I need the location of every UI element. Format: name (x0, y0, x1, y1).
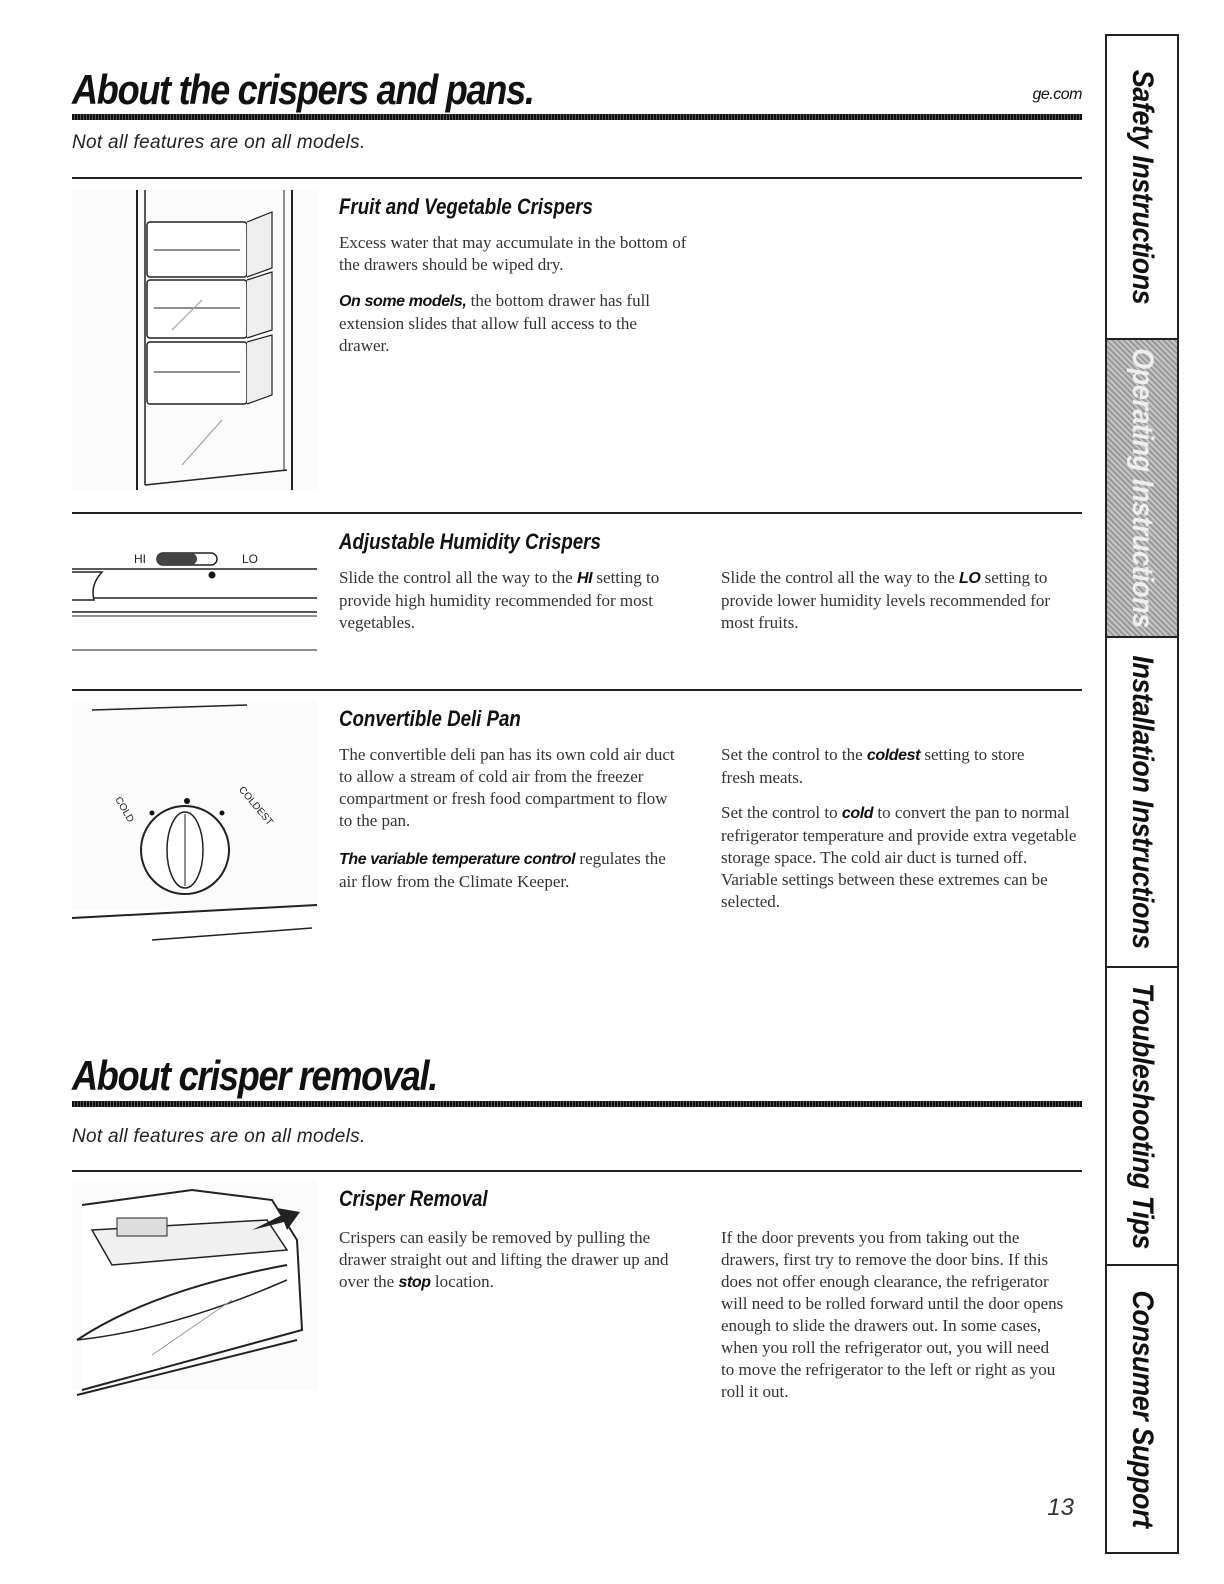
keyword: LO (958, 570, 981, 587)
tab-label: Consumer Support (1126, 1290, 1159, 1528)
page-title: About the crispers and pans. (72, 66, 534, 113)
section-divider (72, 689, 1082, 691)
lo-label: LO (242, 552, 259, 566)
keyword: cold (841, 805, 874, 822)
models-note: Not all features are on all models. (72, 132, 366, 153)
deli-paragraph-1: The convertible deli pan has its own cold air duct to allow a stream of cold air from the freezer compartment or fresh food compartment to flow to the pan. (339, 745, 675, 830)
models-note: Not all features are on all models. (72, 1126, 366, 1147)
humidity-lo-paragraph (721, 567, 1081, 634)
page-number: 13 (1047, 1494, 1074, 1521)
keyword: coldest (866, 747, 921, 764)
section-divider (72, 177, 1082, 179)
section-tabs (1105, 34, 1179, 1554)
deli-pan-control-illustration (72, 700, 317, 950)
keyword: The variable temperature control (339, 851, 576, 868)
tab-installation-instructions[interactable] (1107, 638, 1177, 968)
keyword: stop (398, 1274, 431, 1291)
title-rule (72, 114, 1082, 120)
deli-paragraph-2 (339, 848, 679, 893)
tab-safety-instructions[interactable] (1107, 36, 1177, 340)
tab-label: Operating Instructions (1126, 348, 1159, 628)
crispers-paragraph-2 (339, 290, 679, 357)
crispers-paragraph-1: Excess water that may accumulate in the bottom of the drawers should be wiped dry. (339, 233, 687, 274)
tab-operating-instructions[interactable] (1107, 340, 1177, 638)
section-divider (72, 512, 1082, 514)
humidity-hi-text-2: setting to provide high humidity recommended for most vegetables. (339, 568, 660, 632)
tab-troubleshooting-tips[interactable] (1107, 968, 1177, 1266)
deli-cold-text-2: to convert the pan to normal refrigerator temperature and provide extra vegetable storage space. The cold air duct is turned off. Variable settings between these extremes can be selected. (721, 803, 1077, 911)
deli-paragraph-2-text: regulates the air flow from the Climate Keeper. (339, 849, 666, 891)
keyword: HI (576, 570, 593, 587)
site-url: ge.com (1032, 86, 1082, 103)
section-divider (72, 1170, 1082, 1172)
tab-label: Troubleshooting Tips (1126, 982, 1159, 1250)
deli-heading: Convertible Deli Pan (339, 706, 521, 731)
coldest-label: COLDEST (236, 784, 275, 828)
humidity-lo-text-1: Slide the control all the way to the (721, 568, 959, 587)
crisper-removal-illustration (72, 1180, 317, 1405)
crispers-paragraph-2-text: the bottom drawer has full extension slides that allow full access to the drawer. (339, 291, 651, 355)
tab-label: Installation Instructions (1126, 655, 1159, 949)
hi-label: HI (134, 552, 146, 566)
tab-consumer-support[interactable] (1107, 1266, 1177, 1552)
removal-heading: Crisper Removal (339, 1186, 488, 1211)
humidity-hi-text-1: Slide the control all the way to the (339, 568, 577, 587)
deli-coldest-paragraph (721, 744, 1061, 789)
keyword: On some models, (339, 293, 467, 310)
section-title: About crisper removal. (72, 1052, 438, 1099)
cold-label: COLD (112, 794, 136, 825)
crisper-drawers-illustration (72, 190, 317, 490)
humidity-hi-paragraph (339, 567, 704, 634)
humidity-heading: Adjustable Humidity Crispers (339, 529, 601, 554)
title-rule (72, 1101, 1082, 1107)
removal-right-paragraph: If the door prevents you from taking out the drawers, first try to remove the door bins. If this does not offer enough clearance, the refrigerator will need to be rolled forward until the door opens enough to slide the drawers out. In some cases, when you roll the refrigerator out, you will need to move the refrigerator to the left or right as you roll it out. (721, 1228, 1064, 1401)
humidity-lo-text-2: setting to provide lower humidity levels recommended for most fruits. (721, 568, 1051, 632)
tab-label: Safety Instructions (1126, 69, 1159, 305)
humidity-control-illustration (72, 540, 317, 655)
deli-cold-text-1: Set the control to (721, 803, 842, 822)
removal-left-text-2: location. (430, 1272, 494, 1291)
removal-left-paragraph (339, 1227, 694, 1294)
deli-cold-paragraph (721, 802, 1081, 913)
crispers-heading: Fruit and Vegetable Crispers (339, 194, 593, 219)
deli-coldest-text-1: Set the control to the (721, 745, 867, 764)
deli-coldest-text-2: setting to store fresh meats. (721, 745, 1025, 787)
removal-left-text-1: Crispers can easily be removed by pulling the drawer straight out and lifting the drawer up and over the (339, 1228, 669, 1291)
